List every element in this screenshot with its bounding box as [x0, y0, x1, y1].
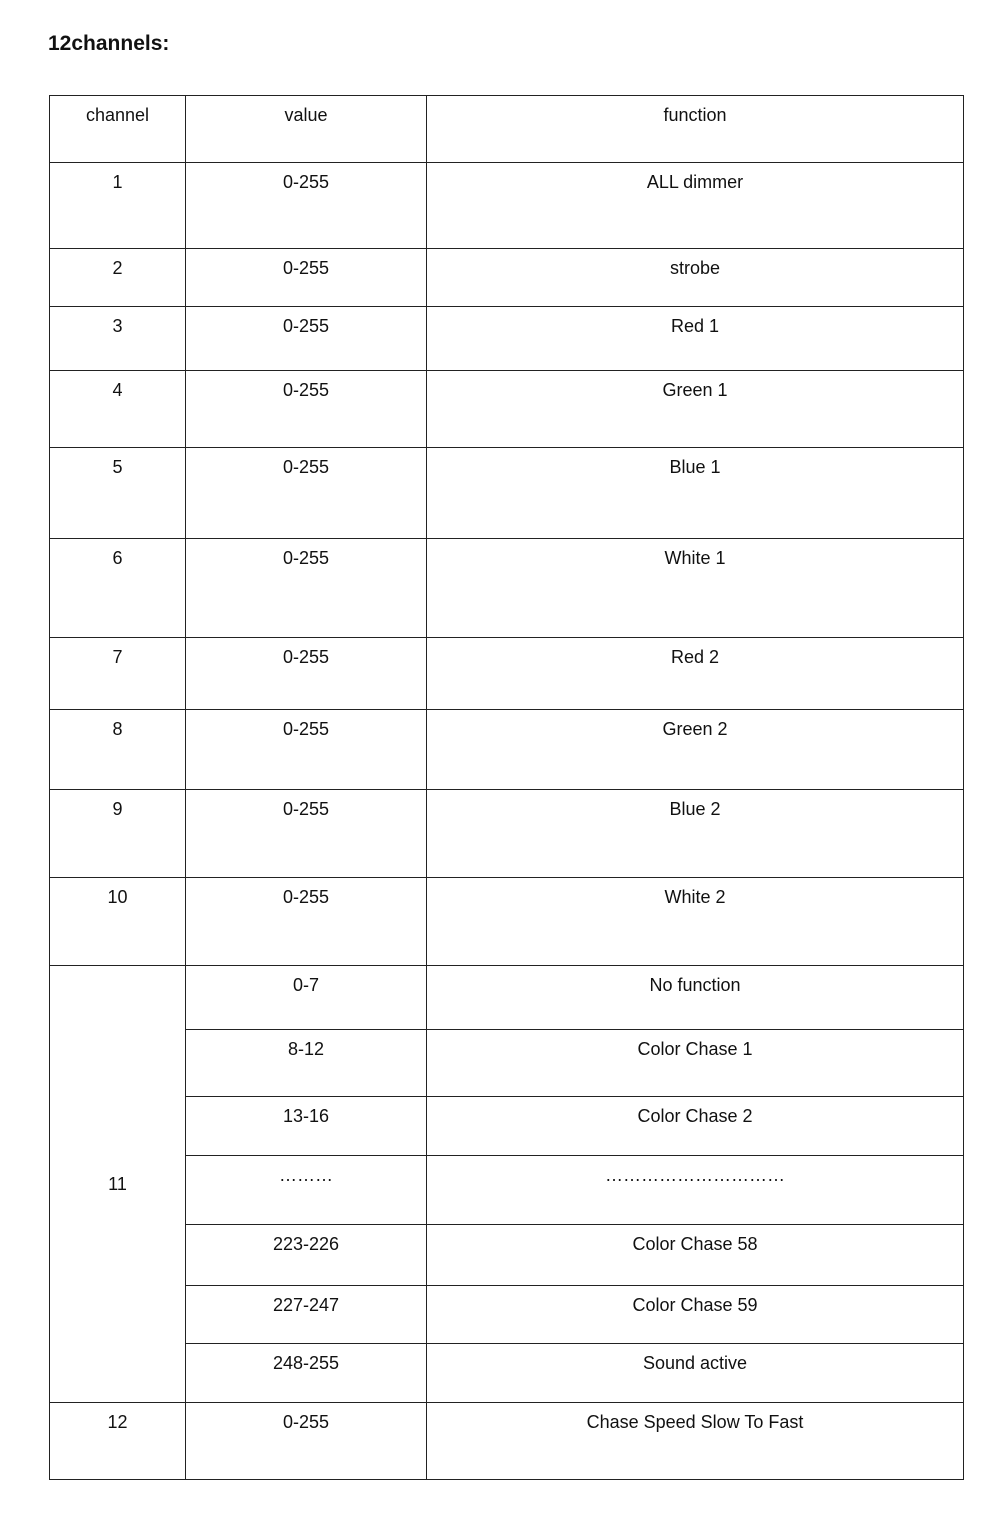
function-cell: No function — [427, 966, 964, 1030]
function-cell: Sound active — [427, 1344, 964, 1403]
table-row — [50, 1225, 964, 1286]
table-row — [50, 1030, 964, 1097]
channel-cell: 8 — [50, 710, 186, 790]
table-row — [50, 249, 964, 307]
value-cell: 0-255 — [186, 539, 427, 638]
table-row — [50, 539, 964, 638]
table-row — [50, 371, 964, 448]
channel-cell: 5 — [50, 448, 186, 539]
value-cell: 0-7 — [186, 966, 427, 1030]
channel-cell: 2 — [50, 249, 186, 307]
table-row — [50, 1286, 964, 1344]
header-channel: channel — [50, 96, 186, 163]
value-cell: 8-12 — [186, 1030, 427, 1097]
function-cell: Chase Speed Slow To Fast — [427, 1403, 964, 1480]
table-header-row — [50, 96, 964, 163]
table-row — [50, 710, 964, 790]
function-cell: Green 2 — [427, 710, 964, 790]
function-cell: Color Chase 2 — [427, 1097, 964, 1156]
channel-cell: 9 — [50, 790, 186, 878]
function-cell: Color Chase 59 — [427, 1286, 964, 1344]
function-cell: Blue 2 — [427, 790, 964, 878]
value-cell: 0-255 — [186, 371, 427, 448]
header-value: value — [186, 96, 427, 163]
table-row — [50, 1097, 964, 1156]
value-cell: 0-255 — [186, 249, 427, 307]
table-row — [50, 966, 964, 1030]
table-row — [50, 1344, 964, 1403]
page-title: 12channels: — [48, 32, 170, 55]
function-cell: White 1 — [427, 539, 964, 638]
value-cell: 0-255 — [186, 790, 427, 878]
value-cell: 0-255 — [186, 710, 427, 790]
table-row — [50, 448, 964, 539]
function-cell: ………………………… — [427, 1156, 964, 1225]
value-cell: 0-255 — [186, 307, 427, 371]
channel-cell: 6 — [50, 539, 186, 638]
function-cell: Red 2 — [427, 638, 964, 710]
header-function: function — [427, 96, 964, 163]
channel-cell: 10 — [50, 878, 186, 966]
channel-cell: 12 — [50, 1403, 186, 1480]
table-row — [50, 1403, 964, 1480]
value-cell: 0-255 — [186, 163, 427, 249]
function-cell: Color Chase 58 — [427, 1225, 964, 1286]
channel-cell: 1 — [50, 163, 186, 249]
channel-table — [49, 95, 964, 1480]
table-row — [50, 790, 964, 878]
function-cell: Green 1 — [427, 371, 964, 448]
channel-cell: 3 — [50, 307, 186, 371]
table-row — [50, 163, 964, 249]
value-cell: 227-247 — [186, 1286, 427, 1344]
table-row — [50, 307, 964, 371]
function-cell: Red 1 — [427, 307, 964, 371]
value-cell: 0-255 — [186, 1403, 427, 1480]
value-cell: 0-255 — [186, 638, 427, 710]
channel-cell: 7 — [50, 638, 186, 710]
value-cell: 248-255 — [186, 1344, 427, 1403]
function-cell: ALL dimmer — [427, 163, 964, 249]
channel-cell-merged: 11 — [50, 966, 186, 1403]
table-row — [50, 638, 964, 710]
function-cell: strobe — [427, 249, 964, 307]
value-cell: 13-16 — [186, 1097, 427, 1156]
value-cell: 0-255 — [186, 878, 427, 966]
function-cell: White 2 — [427, 878, 964, 966]
value-cell: 0-255 — [186, 448, 427, 539]
value-cell: ……… — [186, 1156, 427, 1225]
channel-cell: 4 — [50, 371, 186, 448]
function-cell: Blue 1 — [427, 448, 964, 539]
table-row — [50, 1156, 964, 1225]
function-cell: Color Chase 1 — [427, 1030, 964, 1097]
table-row — [50, 878, 964, 966]
value-cell: 223-226 — [186, 1225, 427, 1286]
